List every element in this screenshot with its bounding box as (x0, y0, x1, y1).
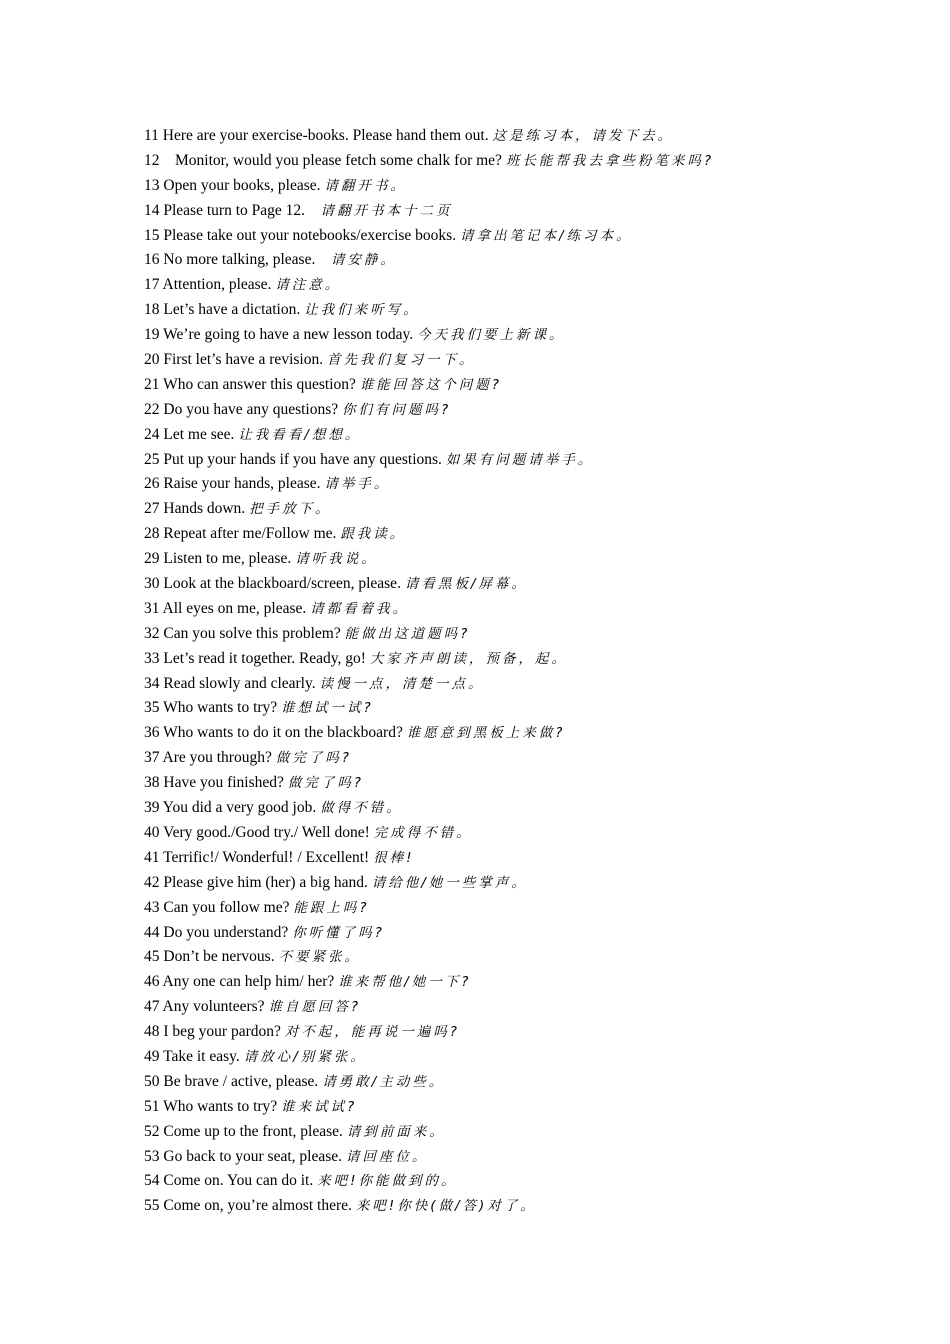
chinese-translation: 请举手。 (324, 476, 391, 493)
chinese-translation: 请给他/她一些掌声。 (371, 874, 528, 891)
phrase-line (144, 572, 904, 597)
phrase-line (144, 149, 904, 174)
chinese-translation: 跟我读。 (340, 526, 407, 543)
english-phrase: 17 Attention, please. (144, 276, 276, 294)
english-phrase: 13 Open your books, please. (144, 176, 325, 194)
phrase-line (144, 970, 904, 995)
phrase-line (144, 896, 904, 921)
english-phrase: 36 Who wants to do it on the blackboard? (144, 724, 407, 742)
english-phrase: 43 Can you follow me? (144, 898, 294, 916)
english-phrase: 52 Come up to the front, please. (144, 1122, 347, 1140)
english-phrase: 42 Please give him (her) a big hand. (144, 873, 372, 891)
phrase-line (144, 796, 904, 821)
english-phrase: 25 Put up your hands if you have any questions. (144, 450, 446, 468)
chinese-translation: 请放心/别紧张。 (243, 1048, 367, 1065)
english-phrase: 38 Have you finished? (144, 774, 288, 792)
phrase-line (144, 199, 904, 224)
phrase-line (144, 1095, 904, 1120)
phrase-line (144, 174, 904, 199)
chinese-translation: 能做出这道题吗? (344, 625, 471, 642)
chinese-translation: 请拿出笔记本/练习本。 (459, 227, 633, 244)
english-phrase: 55 Come on, you’re almost there. (144, 1197, 356, 1215)
phrase-line (144, 1045, 904, 1070)
chinese-translation: 来吧!你能做到的。 (317, 1173, 458, 1190)
phrase-line (144, 472, 904, 497)
english-phrase: 18 Let’s have a dictation. (144, 301, 305, 319)
phrase-line (144, 398, 904, 423)
chinese-translation: 谁来试试? (281, 1098, 358, 1115)
chinese-translation: 你听懂了吗? (292, 924, 385, 941)
english-phrase: 21 Who can answer this question? (144, 375, 360, 393)
english-phrase: 40 Very good./Good try./ Well done! (144, 823, 374, 841)
phrase-line (144, 597, 904, 622)
chinese-translation: 完成得不错。 (373, 824, 473, 841)
phrase-line (144, 323, 904, 348)
phrase-line (144, 846, 904, 871)
english-phrase: 34 Read slowly and clearly. (144, 674, 320, 692)
chinese-translation: 做得不错。 (320, 800, 403, 817)
chinese-translation: 把手放下。 (249, 501, 332, 518)
phrase-line (144, 995, 904, 1020)
chinese-translation: 对不起，能再说一遍吗? (284, 1024, 460, 1041)
chinese-translation: 班长能帮我去拿些粉笔来吗? (505, 152, 714, 169)
english-phrase: 30 Look at the blackboard/screen, please. (144, 575, 405, 593)
chinese-translation: 请翻开书。 (324, 177, 407, 194)
phrase-line (144, 224, 904, 249)
english-phrase: 50 Be brave / active, please. (144, 1072, 323, 1090)
english-phrase: 53 Go back to your seat, please. (144, 1147, 346, 1165)
chinese-translation: 这是练习本，请发下去。 (492, 128, 674, 144)
english-phrase: 49 Take it easy. (144, 1047, 244, 1065)
phrase-line (144, 298, 904, 323)
english-phrase: 11 Here are your exercise-books. Please hand them out. (144, 127, 493, 144)
chinese-translation: 请听我说。 (295, 551, 378, 568)
phrase-line (144, 248, 904, 273)
phrase-line (144, 273, 904, 298)
english-phrase: 37 Are you through? (144, 749, 276, 767)
chinese-translation: 来吧!你快(做/答)对了。 (355, 1198, 537, 1215)
english-phrase: 14 Please turn to Page 12. (144, 201, 321, 219)
phrase-line (144, 672, 904, 697)
chinese-translation: 读慢一点，清楚一点。 (319, 675, 485, 692)
english-phrase: 39 You did a very good job. (144, 799, 321, 817)
english-phrase: 48 I beg your pardon? (144, 1023, 285, 1041)
phrase-line (144, 622, 904, 647)
english-phrase: 28 Repeat after me/Follow me. (144, 525, 341, 543)
chinese-translation: 能跟上吗? (293, 899, 370, 916)
chinese-translation: 今天我们要上新课。 (416, 327, 566, 344)
english-phrase: 16 No more talking, please. (144, 251, 331, 269)
phrase-line (144, 1020, 904, 1045)
english-phrase: 32 Can you solve this problem? (144, 624, 345, 642)
english-phrase: 31 All eyes on me, please. (144, 599, 311, 617)
chinese-translation: 谁自愿回答? (268, 999, 362, 1016)
chinese-translation: 请到前面来。 (346, 1123, 446, 1140)
chinese-translation: 请安静。 (330, 252, 397, 269)
phrase-line (144, 945, 904, 970)
english-phrase: 24 Let me see. (144, 425, 239, 443)
phrase-line (144, 696, 904, 721)
chinese-translation: 谁愿意到黑板上来做? (406, 725, 566, 742)
chinese-translation: 很棒! (373, 849, 415, 866)
phrase-line (144, 547, 904, 572)
english-phrase: 46 Any one can help him/ her? (144, 973, 339, 991)
phrase-line (144, 1070, 904, 1095)
phrase-line (144, 1120, 904, 1145)
chinese-translation: 首先我们复习一下。 (326, 352, 476, 369)
english-phrase: 35 Who wants to try? (144, 699, 282, 717)
chinese-translation: 做完了吗? (287, 775, 364, 792)
english-phrase: 20 First let’s have a revision. (144, 351, 327, 369)
english-phrase: 54 Come on. You can do it. (144, 1172, 318, 1190)
phrase-line (144, 1169, 904, 1194)
chinese-translation: 让我看看/想想。 (238, 426, 362, 443)
phrase-line (144, 721, 904, 746)
chinese-translation: 谁想试一试? (281, 700, 374, 717)
english-phrase: 47 Any volunteers? (144, 998, 269, 1016)
phrase-line (144, 821, 904, 846)
chinese-translation: 谁能回答这个问题? (359, 376, 502, 393)
phrase-line (144, 497, 904, 522)
chinese-translation: 你们有问题吗? (342, 401, 452, 418)
english-phrase: 22 Do you have any questions? (144, 400, 343, 418)
english-phrase: 19 We’re going to have a new lesson today. (144, 326, 417, 344)
chinese-translation: 请勇敢/主动些。 (322, 1073, 446, 1090)
chinese-translation: 请注意。 (275, 277, 342, 294)
english-phrase: 33 Let’s read it together. Ready, go! (144, 649, 370, 667)
phrase-line (144, 348, 904, 373)
chinese-translation: 请看黑板/屏幕。 (404, 576, 528, 593)
phrase-line (144, 124, 904, 149)
chinese-translation: 如果有问题请举手。 (445, 451, 595, 468)
chinese-translation: 请回座位。 (345, 1148, 429, 1165)
english-phrase: 29 Listen to me, please. (144, 550, 296, 568)
phrase-line (144, 1145, 904, 1170)
english-phrase: 51 Who wants to try? (144, 1097, 282, 1115)
chinese-translation: 请翻开书本十二页 (320, 202, 453, 219)
phrase-line (144, 1194, 904, 1219)
phrase-line (144, 522, 904, 547)
english-phrase: 26 Raise your hands, please. (144, 475, 325, 493)
chinese-translation: 让我们来听写。 (304, 302, 420, 319)
phrase-line (144, 647, 904, 672)
chinese-translation: 不要紧张。 (278, 949, 361, 966)
english-phrase: 45 Don’t be nervous. (144, 948, 279, 966)
english-phrase: 27 Hands down. (144, 500, 250, 518)
chinese-translation: 大家齐声朗读，预备，起。 (369, 650, 568, 667)
phrase-line (144, 746, 904, 771)
english-phrase: 41 Terrific!/ Wonderful! / Excellent! (144, 848, 374, 866)
phrase-line (144, 423, 904, 448)
chinese-translation: 请都看着我。 (310, 600, 410, 617)
phrase-list (144, 124, 904, 1219)
english-phrase: 15 Please take out your notebooks/exercise books. (144, 226, 460, 244)
chinese-translation: 谁来帮他/她一下? (338, 974, 472, 991)
phrase-line (144, 871, 904, 896)
phrase-line (144, 771, 904, 796)
phrase-line (144, 373, 904, 398)
chinese-translation: 做完了吗? (275, 750, 352, 767)
english-phrase: 44 Do you understand? (144, 923, 293, 941)
english-phrase: 12 Monitor, would you please fetch some chalk for me? (144, 151, 506, 169)
phrase-line (144, 448, 904, 473)
phrase-line (144, 921, 904, 946)
